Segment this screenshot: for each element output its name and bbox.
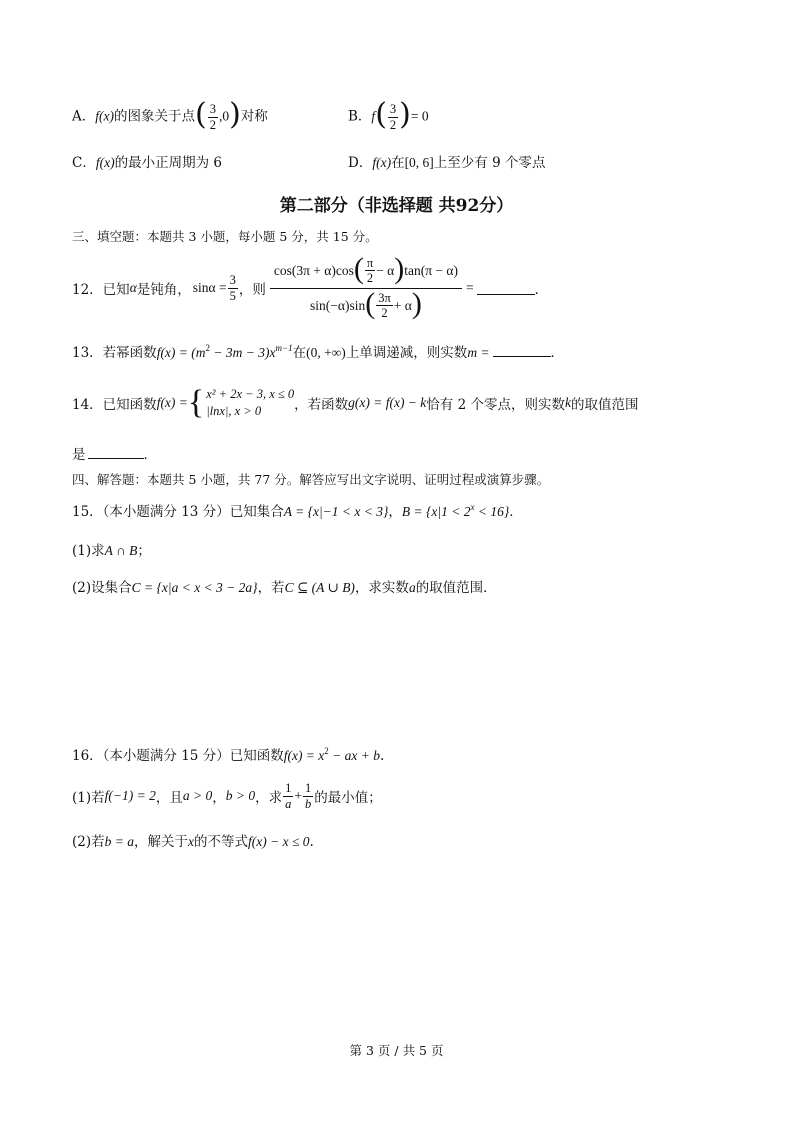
option-c	[72, 151, 222, 171]
q13-end: ．	[550, 345, 565, 361]
q12-numerator: cos(3π + α)cos ( $\frac{\pi}{2}$ − α ) tan(π − α)	[270, 256, 462, 289]
q14-case2: |lnx|, x > 0	[206, 404, 262, 418]
q16-fx: f(x) = x	[283, 748, 325, 763]
option-a-label: A．	[72, 108, 96, 125]
question-12	[72, 252, 548, 324]
q15-part-1: (1)求A ∩ B；	[72, 543, 151, 559]
q15-set-a: A = {x|−1 < x < 3}	[283, 504, 389, 519]
q14-line2-text: 是	[72, 447, 86, 463]
option-d-label: D．	[348, 155, 373, 171]
q12-sin: sinα =	[192, 280, 227, 295]
q13-text1: 在	[292, 345, 307, 361]
q15-p2-set: C = {x|a < x < 3 − 2a}	[131, 580, 258, 595]
option-c-text: 的最小正周期为 6	[114, 155, 222, 171]
question-14-line2	[72, 443, 157, 463]
option-d-text-post: 上至少有 9 个零点	[433, 155, 546, 171]
q14-gx: g(x) = f(x) − k	[348, 395, 427, 410]
q13-m: m =	[467, 345, 490, 360]
q15-part-2: (2)设集合C = {x|a < x < 3 − 2a}，若C ⊆ (A ∪ B)，求实数a的取值范围．	[72, 580, 497, 596]
option-d-text-pre: 在	[391, 155, 405, 171]
option-d-interval: [0, 6]	[404, 155, 434, 170]
question-13: 13．若幂函数$f(x) = (m^2 - 3m - 3)x^{m-1}$在(0, +∞)上单调递减，则实数m = ．	[72, 343, 565, 361]
option-d-fx: f(x)	[372, 155, 392, 170]
q16-frac-1-a: $\frac{1}{a}$	[285, 781, 292, 811]
q12-end: ．	[534, 282, 549, 298]
q16-p2-cond: b = a	[104, 834, 134, 849]
option-b: B．f( $\frac{3}{2}$ )= 0	[348, 97, 429, 132]
q12-text2: ，则	[238, 282, 266, 298]
q15-p2-expr: C ⊆ (A ∪ B)	[284, 580, 355, 595]
q16-part-2: (2)若b = a，解关于x的不等式f(x) − x ≤ 0.	[72, 834, 314, 850]
q14-fx: f(x) =	[156, 395, 188, 410]
q14-case1: x² + 2x − 3, x ≤ 0	[206, 387, 295, 402]
option-c-label: C．	[72, 155, 96, 171]
q14-text2: 恰有 2 个零点，则实数	[426, 397, 565, 413]
q15-set-b: B = {x|1 < 2	[401, 504, 471, 519]
q13-text2: 上单调递减，则实数	[345, 345, 468, 361]
page-footer: 第 3 页 / 共 5 页	[349, 1043, 444, 1058]
q12-number: 12．已知	[72, 282, 130, 298]
option-c-fx: f(x)	[95, 155, 115, 170]
option-b-fraction: $\frac{3}{2}$	[389, 102, 397, 132]
q14-answer-blank[interactable]	[88, 445, 144, 459]
option-a-fx: f(x)	[95, 108, 114, 124]
q12-text1: 是钝角，	[136, 282, 191, 298]
question-16: 16．（本小题满分 15 分）已知函数$f(x) = x^2$ − ax + b.	[72, 746, 385, 764]
option-a-fraction: $\frac{3}{2}$	[209, 102, 216, 132]
option-b-label: B．	[348, 108, 372, 125]
question-15: 15．（本小题满分 13 分）已知集合A = {x|−1 < x < 3}，$B = \{x|1 < 2^x < 16\}$．	[72, 502, 523, 520]
q14-text3: 的取值范围	[570, 397, 639, 413]
option-a-text-post: 对称	[240, 108, 268, 125]
q12-equals: =	[465, 280, 474, 295]
q12-alpha: α	[129, 280, 137, 295]
q14-number: 14．已知函数	[72, 397, 157, 413]
q16-p2-ineq: f(x) − x ≤ 0	[248, 834, 310, 849]
q14-end: ．	[143, 447, 157, 463]
q12-answer-blank[interactable]	[477, 281, 535, 295]
question-14	[72, 380, 638, 426]
option-b-f: f	[371, 108, 376, 124]
q16-frac-1-b: $\frac{1}{b}$	[304, 781, 312, 811]
q15-number: 15．（本小题满分 13 分）已知集合	[72, 504, 284, 520]
option-a-point-rest: ,0	[218, 108, 230, 124]
q12-denominator: sin(−α)sin ( $\frac{3\pi}{2}$ + α )	[310, 286, 422, 320]
option-a: A．f(x)的图象关于点( $\frac{3}{2}$ ,0)对称	[72, 97, 268, 132]
option-d	[348, 151, 545, 171]
q15-p1-expr: A ∩ B	[104, 543, 138, 558]
part-4-header: 四、解答题：本题共 5 小题，共 77 分。解答应写出文字说明、证明过程或演算步骤。	[72, 472, 550, 487]
q13-answer-blank[interactable]	[493, 343, 551, 357]
q14-text1: ，若函数	[294, 397, 349, 413]
q16-part-1: (1)若 f(−1) = 2 ，且 a > 0 ， b > 0 ，求 $\frac{1}{a}$ + $\frac{1}{b}$ 的最小值；	[72, 781, 382, 811]
option-b-rhs: = 0	[410, 108, 429, 124]
option-a-text-pre: 的图象关于点	[113, 108, 195, 125]
q14-k: k	[564, 395, 571, 410]
q13-interval: (0, +∞)	[306, 345, 346, 360]
section-2-title: 第二部分（非选择题 共92分）	[279, 196, 514, 216]
q14-piecewise: { x² + 2x − 3, x ≤ 0 |lnx|, x > 0	[187, 384, 295, 421]
q16-p1-cond: f(−1) = 2	[104, 788, 156, 803]
q13-number: 13．若幂函数	[72, 345, 157, 361]
q13-fx: f(x) = (m	[156, 345, 206, 360]
q12-sin-fraction: $\frac{3}{5}$	[229, 273, 236, 303]
q12-big-fraction	[270, 251, 462, 321]
q16-number: 16．（本小题满分 15 分）已知函数	[72, 748, 284, 764]
part-3-header: 三、填空题：本题共 3 小题，每小题 5 分，共 15 分。	[72, 229, 378, 244]
